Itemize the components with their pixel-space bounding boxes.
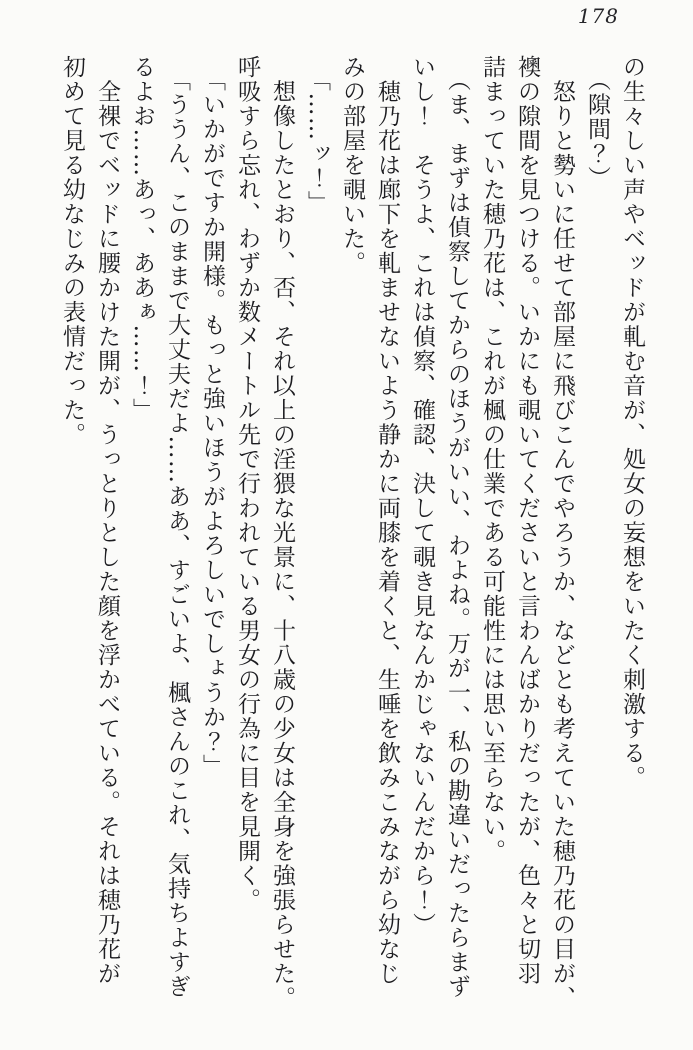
text-column-5: 詰まっていた穂乃花は、これが楓の仕業である可能性には思い至らない。 [479,55,505,864]
text-column-16: 全裸でベッドに腰かけた開が、うっとりとした顔を浮かべている。それは穂乃花が [94,55,120,986]
text-column-8: 穂乃花は廊下を軋ませないよう静かに両膝を着くと、生唾を飲みこみながら幼なじ [374,55,400,986]
text-column-1: の生々しい声やベッドが軋む音が、処女の妄想をいたく刺激する。 [619,55,645,790]
text-column-9: みの部屋を覗いた。 [339,55,365,276]
text-column-4: 襖の隙間を見つける。いかにも覗いてくださいと言わんばかりだったが、色々と切羽 [514,55,540,986]
text-column-3: 怒りと勢いに任せて部屋に飛びこんでやろうか、などとも考えていた穂乃花の目が、 [549,55,575,1011]
text-column-10: 「……ッ！」 [304,55,330,215]
text-column-14: 「ううん、このままで大丈夫だよ……ああ、すごいよ、楓さんのこれ、気持ちよすぎ [164,55,190,999]
text-column-15: るよお……あっ、ああぁ……！」 [129,55,155,423]
text-column-11: 想像したとおり、否、それ以上の淫猥な光景に、十八歳の少女は全身を強張らせた。 [269,55,295,1011]
text-column-12: 呼吸すら忘れ、わずか数メートル先で行われている男女の行為に目を見開く。 [234,55,260,913]
page-number: 178 [577,4,619,28]
text-column-17: 初めて見る幼なじみの表情だった。 [59,55,85,447]
text-block [54,55,649,1011]
text-column-2: （隙間？） [584,55,610,191]
text-column-7: いし！ そうよ、これは偵察、確認、決して覗き見なんかじゃないんだから！） [409,55,435,937]
text-column-6: （ま、まずは偵察してからのほうがいい、わよね。万が一、私の勘違いだったらまず [444,55,470,999]
text-column-13: 「いかがですか開様。もっと強いほうがよろしいでしょうか？」 [199,55,225,779]
